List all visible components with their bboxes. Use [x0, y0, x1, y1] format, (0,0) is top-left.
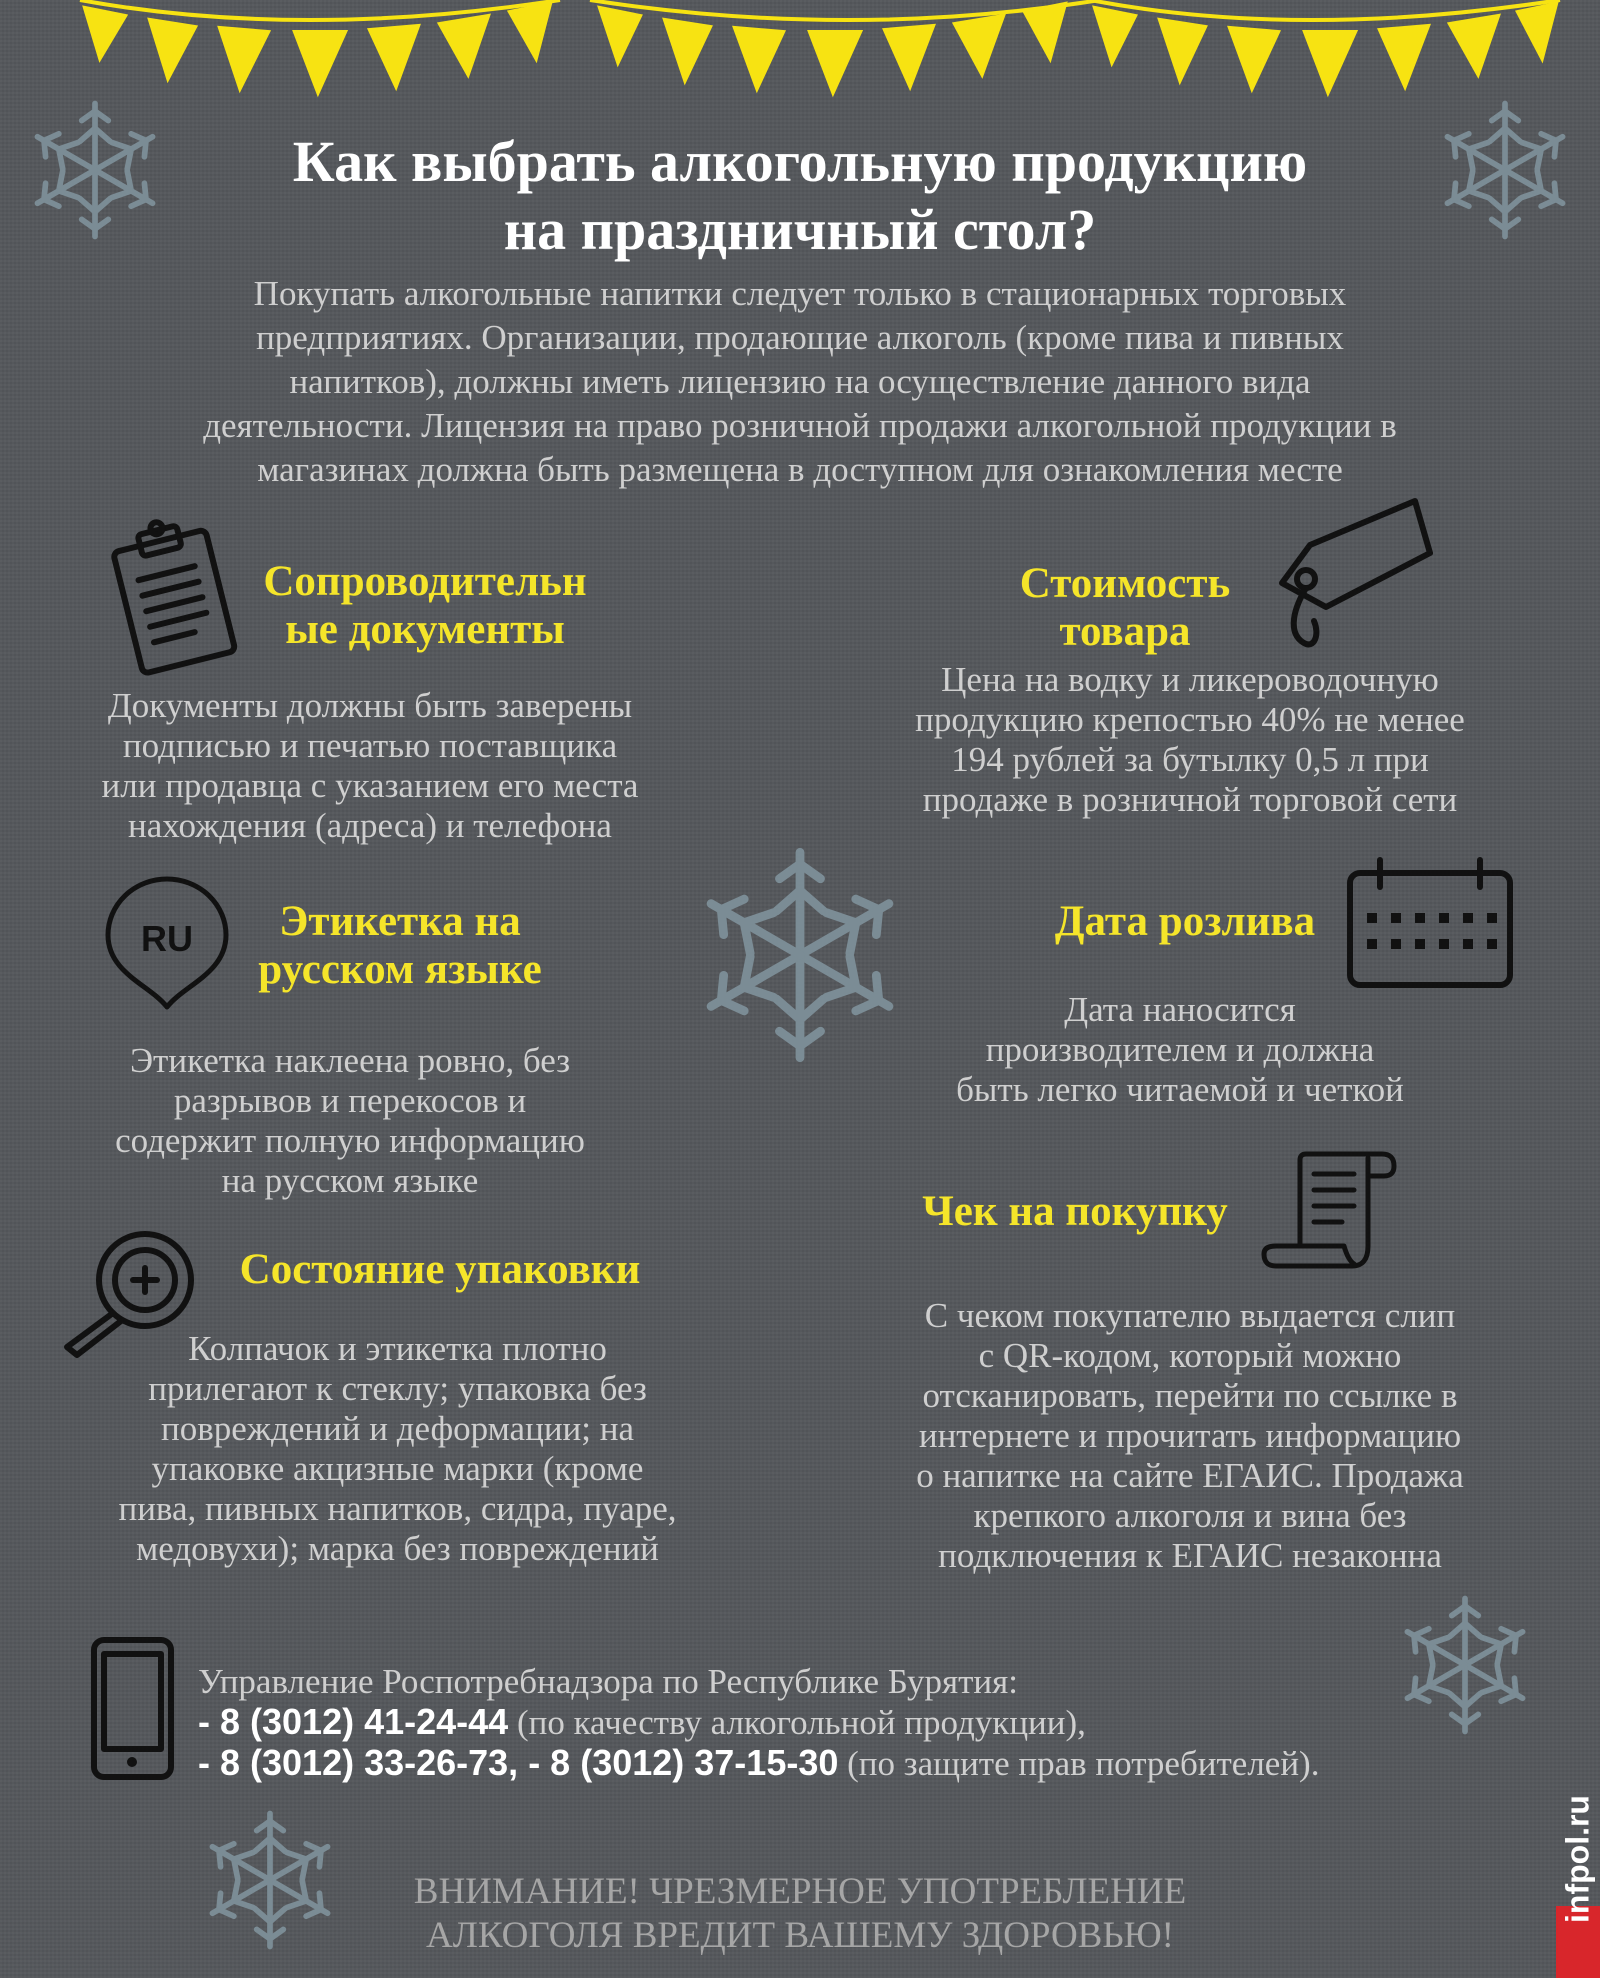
contact-line-quality: [198, 1702, 1498, 1743]
receipt-text: С чеком покупателю выдается слип с QR-кодом, который можно отсканировать, перейти по ссылке в интернете и прочитать информацию о напитке на сайте ЕГАИС. Продажа крепкого алкоголя и вина без подключения к ЕГАИС незаконна: [916, 1296, 1464, 1575]
health-warning: ВНИМАНИЕ! ЧРЕЗМЕРНОЕ УПОТРЕБЛЕНИЕ АЛКОГОЛЯ ВРЕДИТ ВАШЕМУ ЗДОРОВЬЮ!: [413, 1871, 1187, 1956]
packaging-heading: Состояние упаковки: [239, 1246, 641, 1293]
ru-location-pin-icon: [100, 875, 235, 1015]
price-heading: Стоимость товара: [1019, 560, 1231, 655]
page-title: Как выбрать алкогольную продукцию на праздничный стол?: [292, 129, 1308, 262]
bottling-text: Дата наносится производителем и должна быть легко читаемой и четкой: [956, 990, 1404, 1109]
contact-org: Управление Роспотребнадзора по Республике Бурятия:: [198, 1662, 1018, 1701]
packaging-text: Колпачок и этикетка плотно прилегают к стеклу; упаковка без повреждений и деформации; на упаковке акцизные марки (кроме пива, пивных напитков, сидра, пуаре, медовухи); марка без повреждений: [118, 1329, 677, 1568]
bunting-garland: [0, 0, 1600, 110]
phone-quality[interactable]: - 8 (3012) 41-24-44: [198, 1701, 509, 1742]
logo-text: infpol.ru: [1559, 1795, 1596, 1923]
clipboard-icon: [95, 515, 245, 675]
label-text: Этикетка наклеена ровно, без разрывов и перекосов и содержит полную информацию на русском языке: [115, 1041, 585, 1200]
contact-block: [198, 1662, 1498, 1784]
phone-quality-note: (по качеству алкогольной продукции),: [508, 1703, 1086, 1742]
label-heading: Этикетка на русском языке: [258, 898, 542, 993]
phone-consumer[interactable]: - 8 (3012) 33-26-73, - 8 (3012) 37-15-30: [198, 1742, 839, 1783]
ru-icon-label: RU: [141, 918, 193, 959]
phone-consumer-note: (по защите прав потребителей).: [838, 1744, 1320, 1783]
smartphone-icon: [90, 1636, 175, 1781]
documents-text: Документы должны быть заверены подписью и печатью поставщика или продавца с указанием его места нахождения (адреса) и телефона: [101, 686, 639, 845]
documents-heading: Сопроводительн ые документы: [263, 558, 587, 653]
bottling-heading: Дата розлива: [1054, 898, 1316, 945]
contact-line-consumer: [198, 1743, 1498, 1784]
infpol-logo[interactable]: [1556, 1740, 1600, 1978]
calendar-icon: [1345, 855, 1515, 990]
price-text: Цена на водку и ликероводочную продукцию крепостью 40% не менее 194 рублей за бутылку 0,5 л при продаже в розничной торговой сети: [915, 660, 1465, 819]
snowflake-icon: [690, 845, 910, 1065]
receipt-scroll-icon: [1262, 1150, 1397, 1270]
receipt-heading: Чек на покупку: [922, 1188, 1228, 1235]
intro-text: Покупать алкогольные напитки следует только в стационарных торговых предприятиях. Организации, продающие алкоголь (кроме пива и пивных напитков), должны иметь лицензию на осуществление данного вида деятельности. Лицензия на право розничной продажи алкогольной продукции в магазинах должна быть размещена в доступном для ознакомления месте: [203, 274, 1397, 489]
